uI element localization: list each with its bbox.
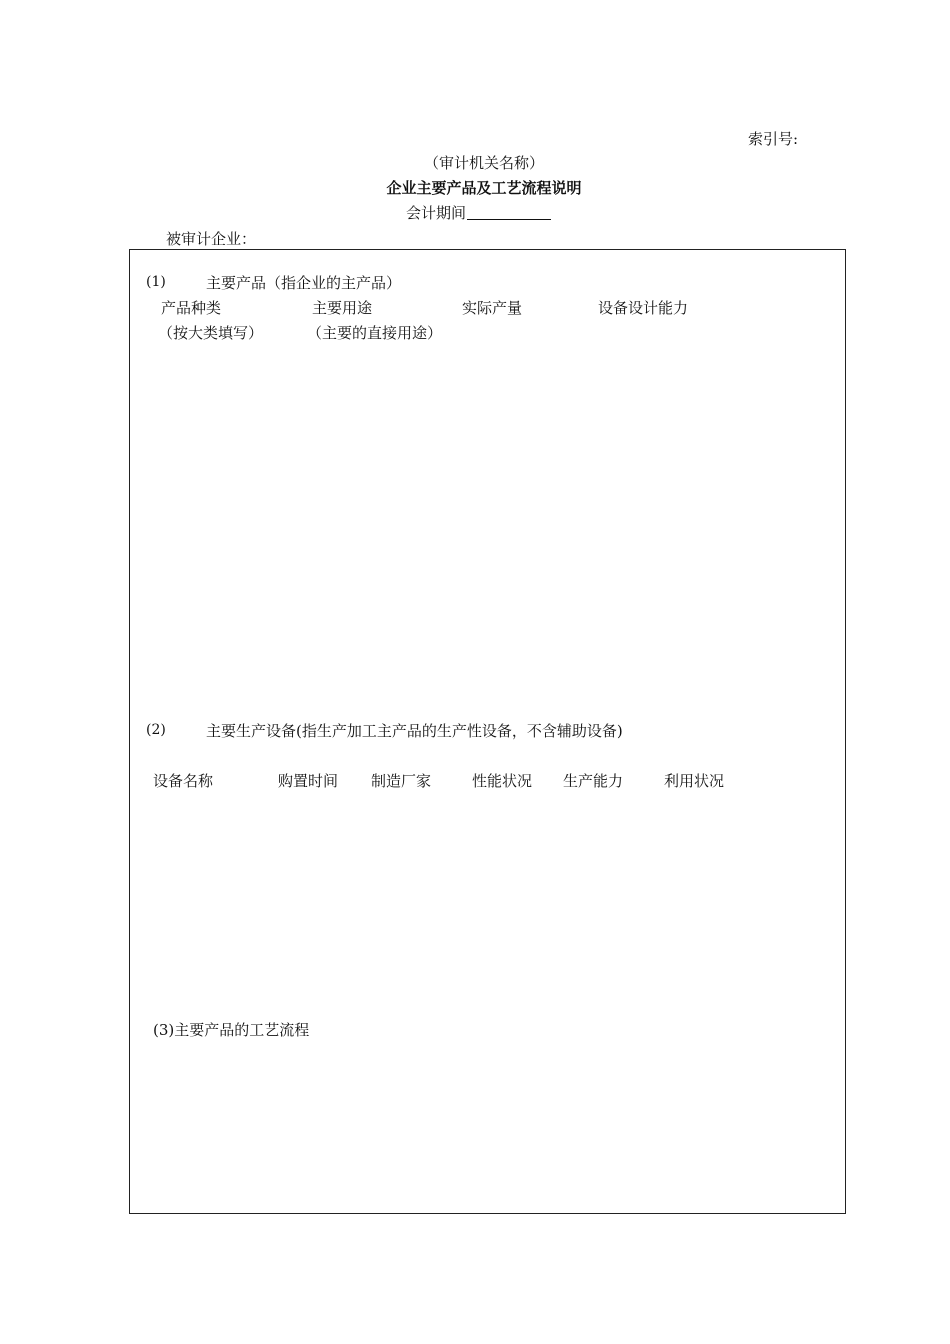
section1-number: (1) [146,274,166,290]
s2-col-utilization: 利用状况 [664,772,725,790]
section3-title: 主要产品的工艺流程 [174,1021,310,1039]
s2-col-performance: 性能状况 [472,772,533,790]
section3-heading [153,1019,309,1040]
period-label: 会计期间 [406,204,467,222]
section2-title: 主要生产设备(指生产加工主产品的生产性设备，不含辅助设备) [206,722,623,740]
s1-col-product-type: 产品种类 [161,299,222,317]
s2-col-equipment-name: 设备名称 [153,772,214,790]
s2-col-capacity: 生产能力 [563,772,624,790]
s1-col-main-use: 主要用途 [312,299,373,317]
section1-title: 主要产品（指企业的主产品） [206,274,402,292]
section3-number: (3) [153,1021,175,1039]
s1-col-actual-output: 实际产量 [462,299,523,317]
document-title: 企业主要产品及工艺流程说明 [386,179,582,197]
s1-note-main-use: （主要的直接用途） [307,324,443,342]
s1-col-design-capacity: 设备设计能力 [598,299,689,317]
section2-number: (2) [146,722,166,738]
index-number-label: 索引号: [748,130,799,148]
period-blank-line [467,205,551,220]
accounting-period [406,202,551,223]
s2-col-purchase-time: 购置时间 [278,772,339,790]
audit-organization-name: （审计机关名称） [423,154,544,172]
s2-col-manufacturer: 制造厂家 [371,772,432,790]
s1-note-product-type: （按大类填写） [158,324,264,342]
audited-client-label: 被审计企业： [166,230,257,248]
